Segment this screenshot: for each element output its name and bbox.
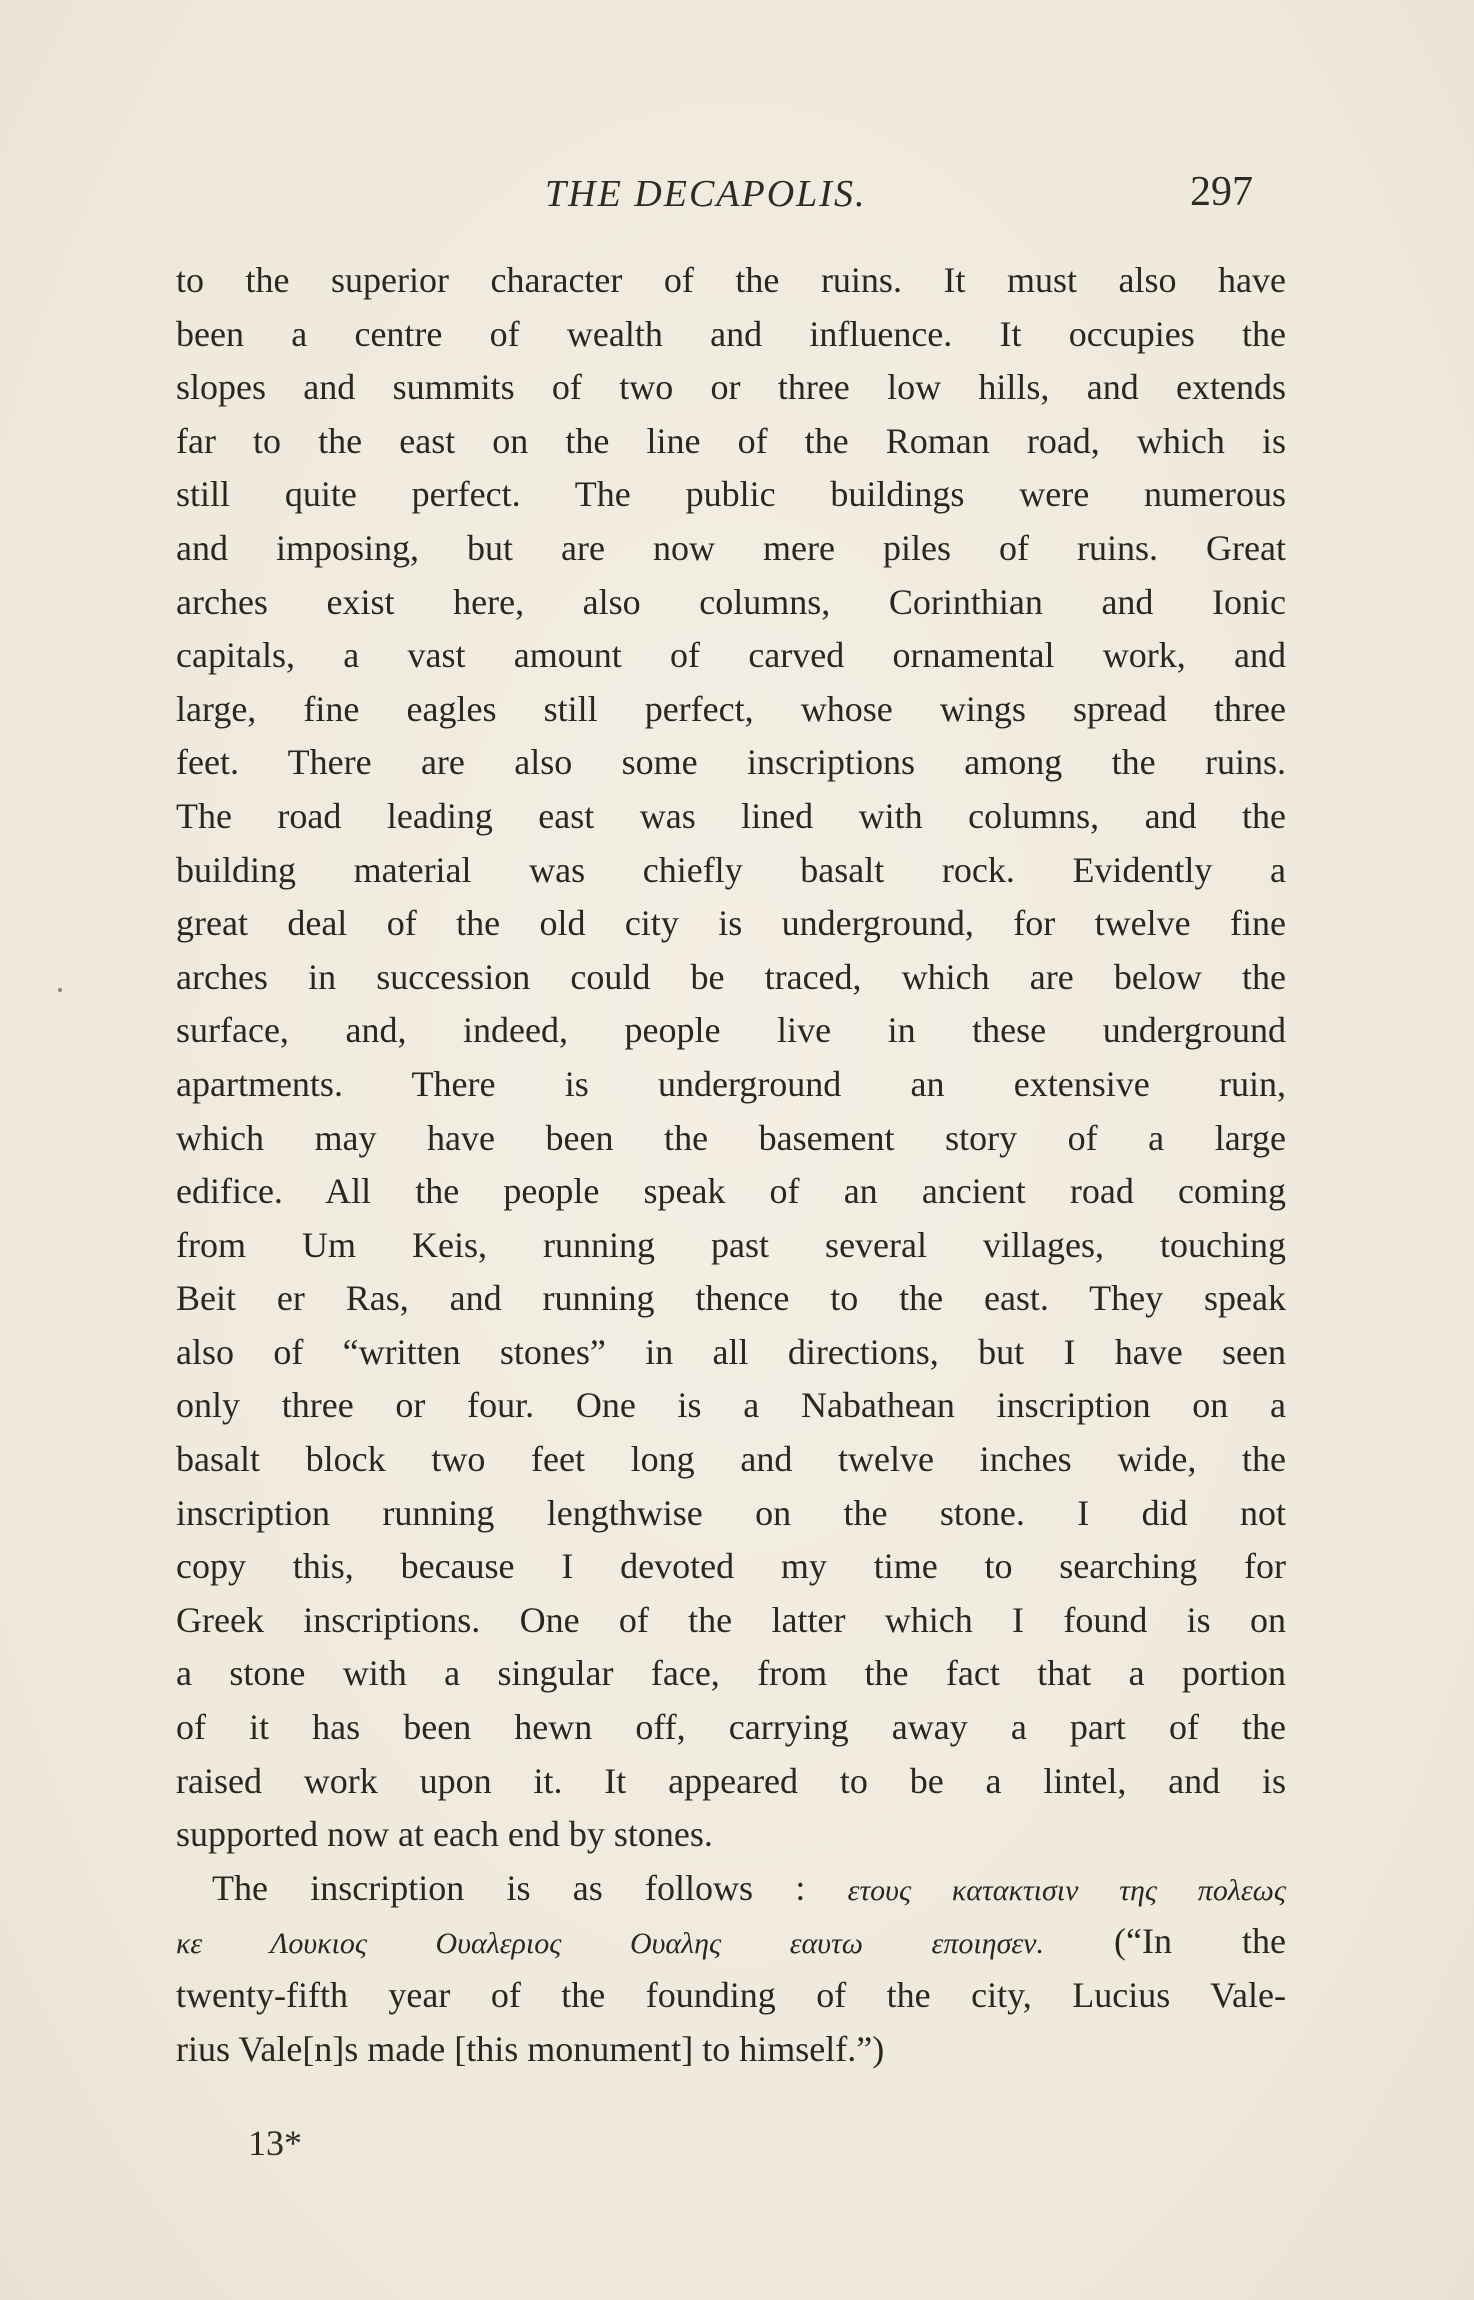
text-line: and imposing, but are now mere piles of ruins. Great	[176, 527, 1286, 568]
text-line: far to the east on the line of the Roman road, which is	[176, 420, 1286, 461]
text-line: surface, and, indeed, people live in these underground	[176, 1010, 1286, 1051]
text-line: of it has been hewn off, carrying away a part of the	[176, 1707, 1286, 1748]
greek-inscription-part1: ετους κατακτισιν της πολεως	[847, 1873, 1286, 1907]
inscription-line	[176, 1915, 1286, 1969]
text-line: from Um Keis, running past several villages, touching	[176, 1224, 1286, 1265]
margin-speck	[58, 988, 62, 992]
printer-signature: 13*	[248, 2123, 302, 2163]
text-line: arches exist here, also columns, Corinthian and Ionic	[176, 581, 1286, 622]
greek-inscription-part2: κε Λουκιος Ουαλεριος Ουαλης εαυτω εποιησεν.	[176, 1927, 1045, 1961]
text-line: to the superior character of the ruins. It must also have	[176, 260, 1286, 300]
text-line: basalt block two feet long and twelve inches wide, the	[176, 1439, 1286, 1480]
text-line: apartments. There is underground an extensive ruin,	[176, 1063, 1286, 1104]
inscription-intro: The inscription is as follows :	[212, 1867, 806, 1908]
text-line: only three or four. One is a Nabathean inscription on a	[176, 1385, 1286, 1426]
translation-line: twenty-fifth year of the founding of the city, Lucius Vale-	[176, 1975, 1286, 2015]
text-line: which may have been the basement story of a large	[176, 1117, 1286, 1158]
text-line: inscription running lengthwise on the stone. I did not	[176, 1492, 1286, 1533]
text-line: copy this, because I devoted my time to searching for	[176, 1546, 1286, 1587]
text-line: Beit er Ras, and running thence to the east. They speak	[176, 1278, 1286, 1319]
text-line: building material was chiefly basalt rock. Evidently a	[176, 849, 1286, 890]
body-text	[176, 254, 1286, 2076]
text-line: large, fine eagles still perfect, whose wings spread three	[176, 688, 1286, 729]
text-line: great deal of the old city is underground, for twelve fine	[176, 903, 1286, 944]
text-line: raised work upon it. It appeared to be a lintel, and is	[176, 1760, 1286, 1801]
text-line: supported now at each end by stones.	[176, 1814, 713, 1855]
inscription-line	[176, 1862, 1286, 1916]
running-title: THE DECAPOLIS.	[545, 173, 867, 215]
text-line: slopes and summits of two or three low hills, and extends	[176, 367, 1286, 408]
text-line: The road leading east was lined with columns, and the	[176, 795, 1286, 836]
translation-line: rius Vale[n]s made [this monument] to himself.”)	[176, 2028, 885, 2069]
text-line: also of “written stones” in all directions, but I have seen	[176, 1331, 1286, 1372]
page-number: 297	[1190, 169, 1253, 215]
text-line: feet. There are also some inscriptions among the ruins.	[176, 742, 1286, 783]
text-line: arches in succession could be traced, which are below the	[176, 956, 1286, 997]
text-line: still quite perfect. The public buildings were numerous	[176, 474, 1286, 515]
text-line: a stone with a singular face, from the fact that a portion	[176, 1653, 1286, 1694]
text-line: edifice. All the people speak of an ancient road coming	[176, 1171, 1286, 1212]
text-line: Greek inscriptions. One of the latter which I found is on	[176, 1599, 1286, 1640]
translation-start: (“In the	[1114, 1921, 1286, 1962]
text-line: capitals, a vast amount of carved ornamental work, and	[176, 635, 1286, 676]
text-line: been a centre of wealth and influence. It occupies the	[176, 313, 1286, 354]
